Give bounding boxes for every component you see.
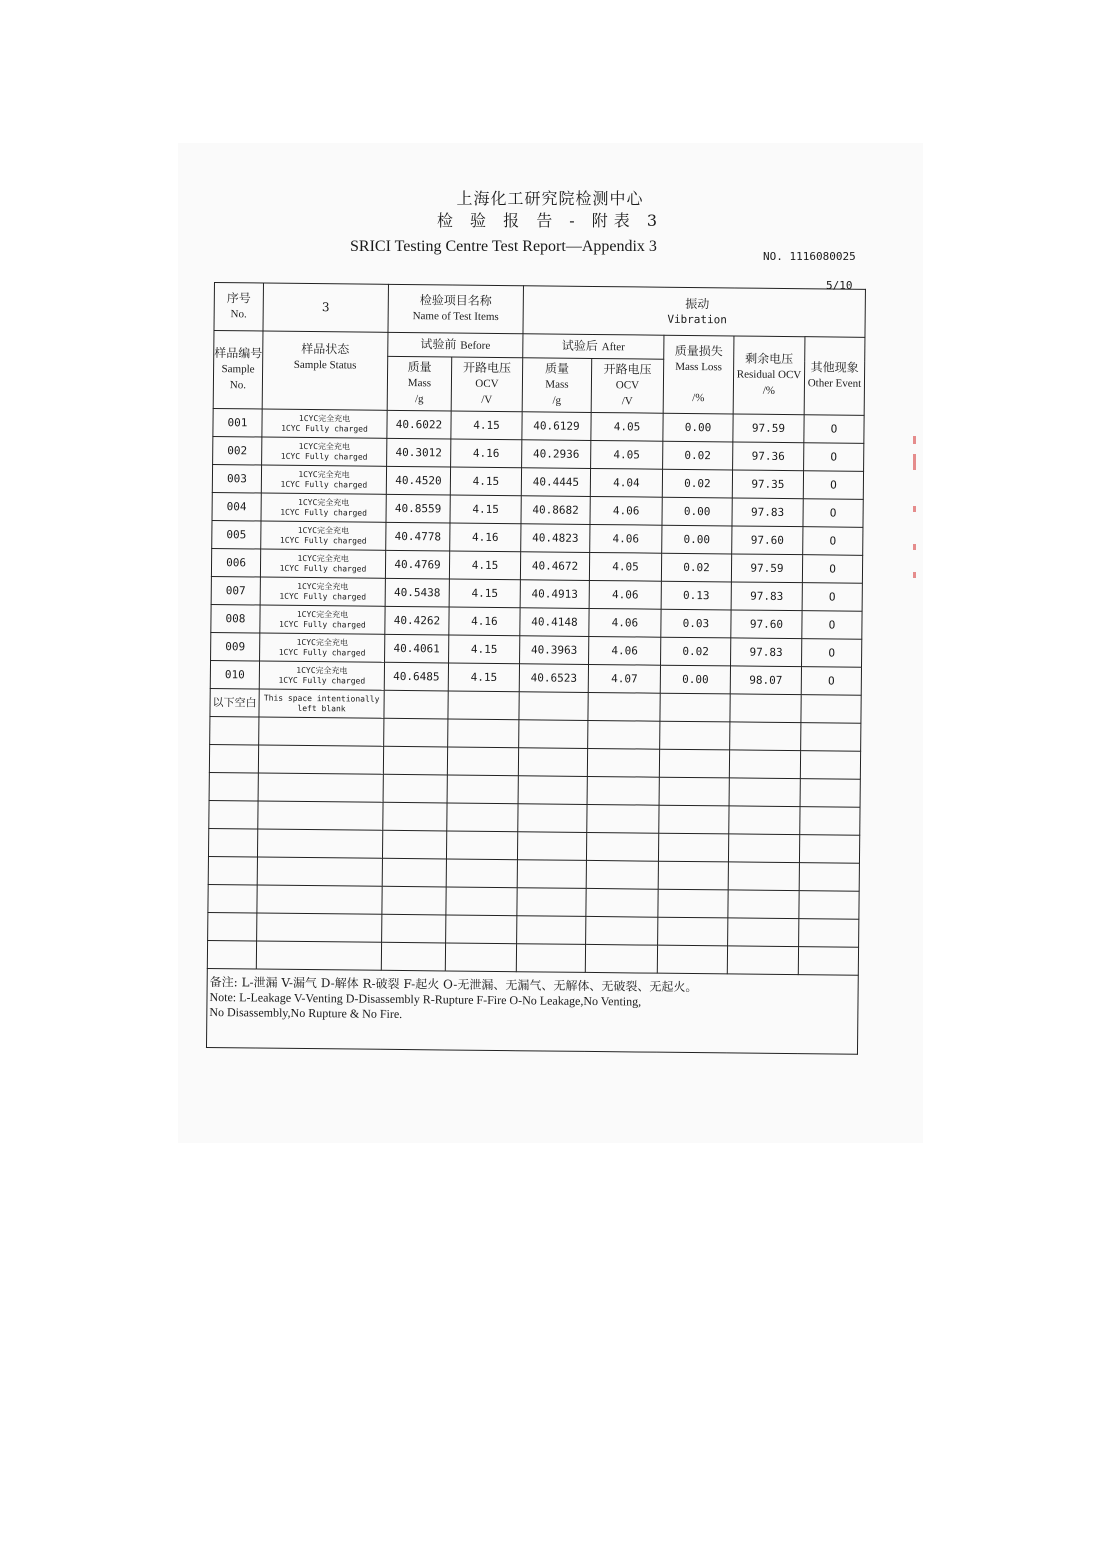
empty-cell [588,692,660,721]
empty-cell [383,802,447,831]
empty-cell [588,720,660,749]
empty-cell [800,807,860,836]
no-label: 序号 No. [214,283,263,332]
empty-cell [382,858,446,887]
residual-ocv-cell: 97.60 [732,526,803,555]
empty-cell [517,916,586,945]
residual-ocv-cell: 97.59 [733,414,804,443]
mass-after-cell: 40.4445 [521,468,590,497]
col-mass-before: 质量 Mass /g [387,356,452,411]
empty-cell [447,747,518,776]
ocv-before-cell: 4.16 [450,523,521,552]
residual-ocv-cell: 97.83 [732,498,803,527]
empty-cell [799,891,859,920]
empty-cell [517,860,586,889]
empty-cell [258,801,383,830]
empty-cell [518,776,587,805]
empty-cell [587,748,659,777]
empty-cell [208,828,257,857]
mass-after-cell: 40.6523 [519,664,588,693]
empty-cell [729,778,800,807]
empty-cell [799,835,859,864]
ocv-before-cell: 4.15 [449,635,520,664]
mass-loss-cell: 0.00 [660,665,730,694]
empty-cell [658,889,728,918]
col-ocv-after: 开路电压 OCV /V [591,358,664,413]
mass-after-cell: 40.4823 [521,524,590,553]
other-event-cell: O [804,443,864,472]
empty-cell [382,830,446,859]
empty-cell [801,723,861,752]
other-event-cell: O [801,667,861,696]
sample-status-cell: 1CYC完全充电 1CYC Fully charged [260,577,385,606]
mass-loss-cell: 0.00 [662,497,732,526]
margin-mark [913,454,916,470]
empty-cell [448,691,519,720]
empty-cell [799,863,859,892]
mass-before-cell: 40.4520 [386,466,450,495]
empty-cell [658,861,728,890]
empty-cell [207,940,256,969]
other-event-cell: O [803,527,863,556]
empty-cell [586,888,658,917]
mass-before-cell: 40.8559 [386,494,450,523]
sample-status-cell: 1CYC完全充电 1CYC Fully charged [260,605,385,634]
mass-after-cell: 40.4913 [520,580,589,609]
mass-after-cell: 40.6129 [522,412,591,441]
org-title: 上海化工研究院检测中心 [456,189,644,208]
sample-no-cell: 005 [212,520,261,549]
ocv-after-cell: 4.06 [589,636,661,665]
empty-cell [381,942,445,971]
ocv-before-cell: 4.15 [449,551,520,580]
empty-cell [208,856,257,885]
sample-status-cell: 1CYC完全充电 1CYC Fully charged [261,521,386,550]
margin-mark [913,572,916,578]
ocv-after-cell: 4.05 [591,440,663,469]
mass-after-cell: 40.4148 [520,608,589,637]
empty-cell [659,777,729,806]
empty-cell [586,860,658,889]
empty-cell [519,692,588,721]
ocv-after-cell: 4.06 [590,524,662,553]
empty-cell [258,745,383,774]
empty-cell [447,775,518,804]
other-event-cell: O [803,499,863,528]
empty-cell [801,695,861,724]
empty-cell [728,918,799,947]
sample-no-cell: 007 [211,576,260,605]
ocv-before-cell: 4.15 [449,579,520,608]
empty-cell [208,912,257,941]
residual-ocv-cell: 97.83 [731,638,802,667]
empty-cell [586,916,658,945]
ocv-after-cell: 4.05 [591,412,663,441]
mass-after-cell: 40.4672 [520,552,589,581]
mass-loss-cell: 0.13 [661,581,731,610]
residual-ocv-cell: 97.36 [733,442,804,471]
notes-en-line2: No Disassembly,No Rupture & No Fire. [209,1004,403,1022]
test-item-label: 检验项目名称 Name of Test Items [388,284,523,333]
empty-cell [730,694,801,723]
results-table [206,282,866,1055]
empty-cell [798,947,858,976]
empty-cell [257,857,382,886]
ocv-after-cell: 4.06 [589,580,661,609]
header-row-item [214,283,866,338]
empty-cell [587,776,659,805]
sample-status-cell: 1CYC完全充电 1CYC Fully charged [259,661,384,690]
empty-cell [517,832,586,861]
mass-before-cell: 40.4778 [386,522,450,551]
other-event-cell: O [802,611,862,640]
residual-ocv-cell: 97.83 [731,582,802,611]
sample-no-cell: 009 [211,632,260,661]
residual-ocv-cell: 97.60 [731,610,802,639]
empty-cell [517,888,586,917]
empty-cell [446,887,517,916]
mass-after-cell: 40.8682 [521,496,590,525]
ocv-after-cell: 4.06 [589,608,661,637]
margin-mark [913,436,916,444]
results-table-wrap [206,282,874,1069]
empty-cell [519,720,588,749]
col-status: 样品状态 Sample Status [262,331,388,410]
sample-status-cell: 1CYC完全充电 1CYC Fully charged [262,437,387,466]
test-item-value: 振动 Vibration [523,286,866,338]
col-sample-no: 样品编号 Sample No. [213,331,263,410]
sample-no-cell: 006 [211,548,260,577]
ocv-after-cell: 4.06 [590,496,662,525]
empty-cell [384,718,448,747]
sample-no-cell: 010 [210,660,259,689]
empty-cell [209,800,258,829]
empty-cell [209,772,258,801]
col-other-event: 其他现象 Other Event [804,337,865,416]
empty-cell [447,803,518,832]
empty-cell [587,804,659,833]
mass-loss-cell: 0.00 [662,525,732,554]
empty-cell [518,748,587,777]
other-event-cell: O [802,583,862,612]
mass-before-cell: 40.5438 [385,578,449,607]
other-event-cell: O [802,555,862,584]
empty-cell [799,919,859,948]
empty-cell [585,944,657,973]
notes-en-line1: Note: L-Leakage V-Venting D-Disassembly R-Rupture F-Fire O-No Leakage,No Venting, [209,989,642,1009]
mass-loss-cell: 0.02 [663,441,733,470]
ocv-before-cell: 4.16 [449,607,520,636]
ocv-after-cell: 4.05 [589,552,661,581]
empty-cell [729,806,800,835]
ocv-before-cell: 4.15 [450,495,521,524]
ocv-before-cell: 4.15 [451,411,522,440]
empty-cell [209,744,258,773]
empty-cell [210,716,259,745]
sample-status-cell: 1CYC完全充电 1CYC Fully charged [262,409,387,438]
empty-cell [448,719,519,748]
residual-ocv-cell: 98.07 [730,666,801,695]
col-ocv-before: 开路电压 OCV /V [451,357,523,412]
mass-after-cell: 40.2936 [522,440,591,469]
ocv-after-cell: 4.07 [588,664,660,693]
col-residual: 剩余电压 Residual OCV /% [733,336,805,415]
mass-loss-cell: 0.02 [661,637,731,666]
mass-before-cell: 40.6022 [387,410,451,439]
empty-cell [383,774,447,803]
notes-cell [206,968,858,1054]
mass-after-cell: 40.3963 [520,636,589,665]
page-number: 5/10 [826,279,853,292]
mass-before-cell: 40.4262 [385,606,449,635]
empty-cell [445,943,516,972]
empty-cell [727,946,798,975]
empty-cell [728,890,799,919]
empty-cell [516,944,585,973]
mass-before-cell: 40.3012 [387,438,451,467]
mass-before-cell: 40.4061 [385,634,449,663]
empty-cell [659,749,729,778]
margin-mark [913,506,916,512]
mass-before-cell: 40.4769 [385,550,449,579]
mass-before-cell: 40.6485 [384,662,448,691]
ocv-before-cell: 4.16 [451,439,522,468]
group-before: 试验前 Before [388,332,523,357]
margin-mark [913,544,916,550]
empty-cell [384,690,448,719]
mass-loss-cell: 0.00 [663,413,733,442]
sample-status-cell: 1CYC完全充电 1CYC Fully charged [260,549,385,578]
report-title-en: SRICI Testing Centre Test Report—Appendix 3 [350,238,657,255]
empty-cell [382,886,446,915]
empty-cell [446,859,517,888]
empty-cell [518,804,587,833]
sample-no-cell: 001 [213,408,262,437]
empty-cell [256,941,381,970]
sample-no-cell: 008 [211,604,260,633]
empty-cell [446,915,517,944]
other-event-cell: O [804,415,864,444]
ocv-before-cell: 4.15 [450,467,521,496]
empty-cell [208,884,257,913]
sample-no-cell: 003 [212,464,261,493]
empty-cell [657,945,727,974]
empty-cell [660,721,730,750]
empty-cell [259,717,384,746]
mass-loss-cell: 0.03 [661,609,731,638]
empty-cell [658,833,728,862]
sample-no-cell: 004 [212,492,261,521]
col-mass-after: 质量 Mass /g [522,358,592,413]
sample-status-cell: 1CYC完全充电 1CYC Fully charged [260,633,385,662]
other-event-cell: O [802,639,862,668]
empty-cell [257,829,382,858]
report-title-cn: 检 验 报 告 - 附表 3 [436,211,664,230]
residual-ocv-cell: 97.35 [732,470,803,499]
ocv-before-cell: 4.15 [448,663,519,692]
empty-cell [383,746,447,775]
col-mass-loss: 质量损失 Mass Loss /% [663,335,734,414]
mass-loss-cell: 0.02 [662,469,732,498]
notes-cn: 备注: L-泄漏 V-漏气 D-解体 R-破裂 F-起火 O-无泄漏、无漏气、无解体、无破裂、无起火。 [209,974,698,995]
empty-cell [729,750,800,779]
empty-cell [257,913,382,942]
empty-cell [659,805,729,834]
empty-cell [446,831,517,860]
empty-cell [257,885,382,914]
sample-no-cell: 002 [213,436,262,465]
empty-cell [800,751,860,780]
group-after: 试验后 After [523,334,664,359]
sample-status-cell: 1CYC完全充电 1CYC Fully charged [261,493,386,522]
ocv-after-cell: 4.04 [590,468,662,497]
report-number: NO. 1116080025 [763,250,856,263]
empty-cell [658,917,728,946]
empty-cell [382,914,446,943]
other-event-cell: O [803,471,863,500]
empty-cell [800,779,860,808]
empty-cell [586,832,658,861]
no-value: 3 [263,283,388,332]
empty-cell [660,693,730,722]
blank-label-en: This space intentionally left blank [259,689,384,718]
mass-loss-cell: 0.02 [661,553,731,582]
sample-status-cell: 1CYC完全充电 1CYC Fully charged [261,465,386,494]
empty-cell [730,722,801,751]
empty-cell [728,862,799,891]
empty-cell [258,773,383,802]
empty-cell [728,834,799,863]
blank-label-cn: 以下空白 [210,688,259,717]
notes-row [206,968,858,1054]
residual-ocv-cell: 97.59 [731,554,802,583]
